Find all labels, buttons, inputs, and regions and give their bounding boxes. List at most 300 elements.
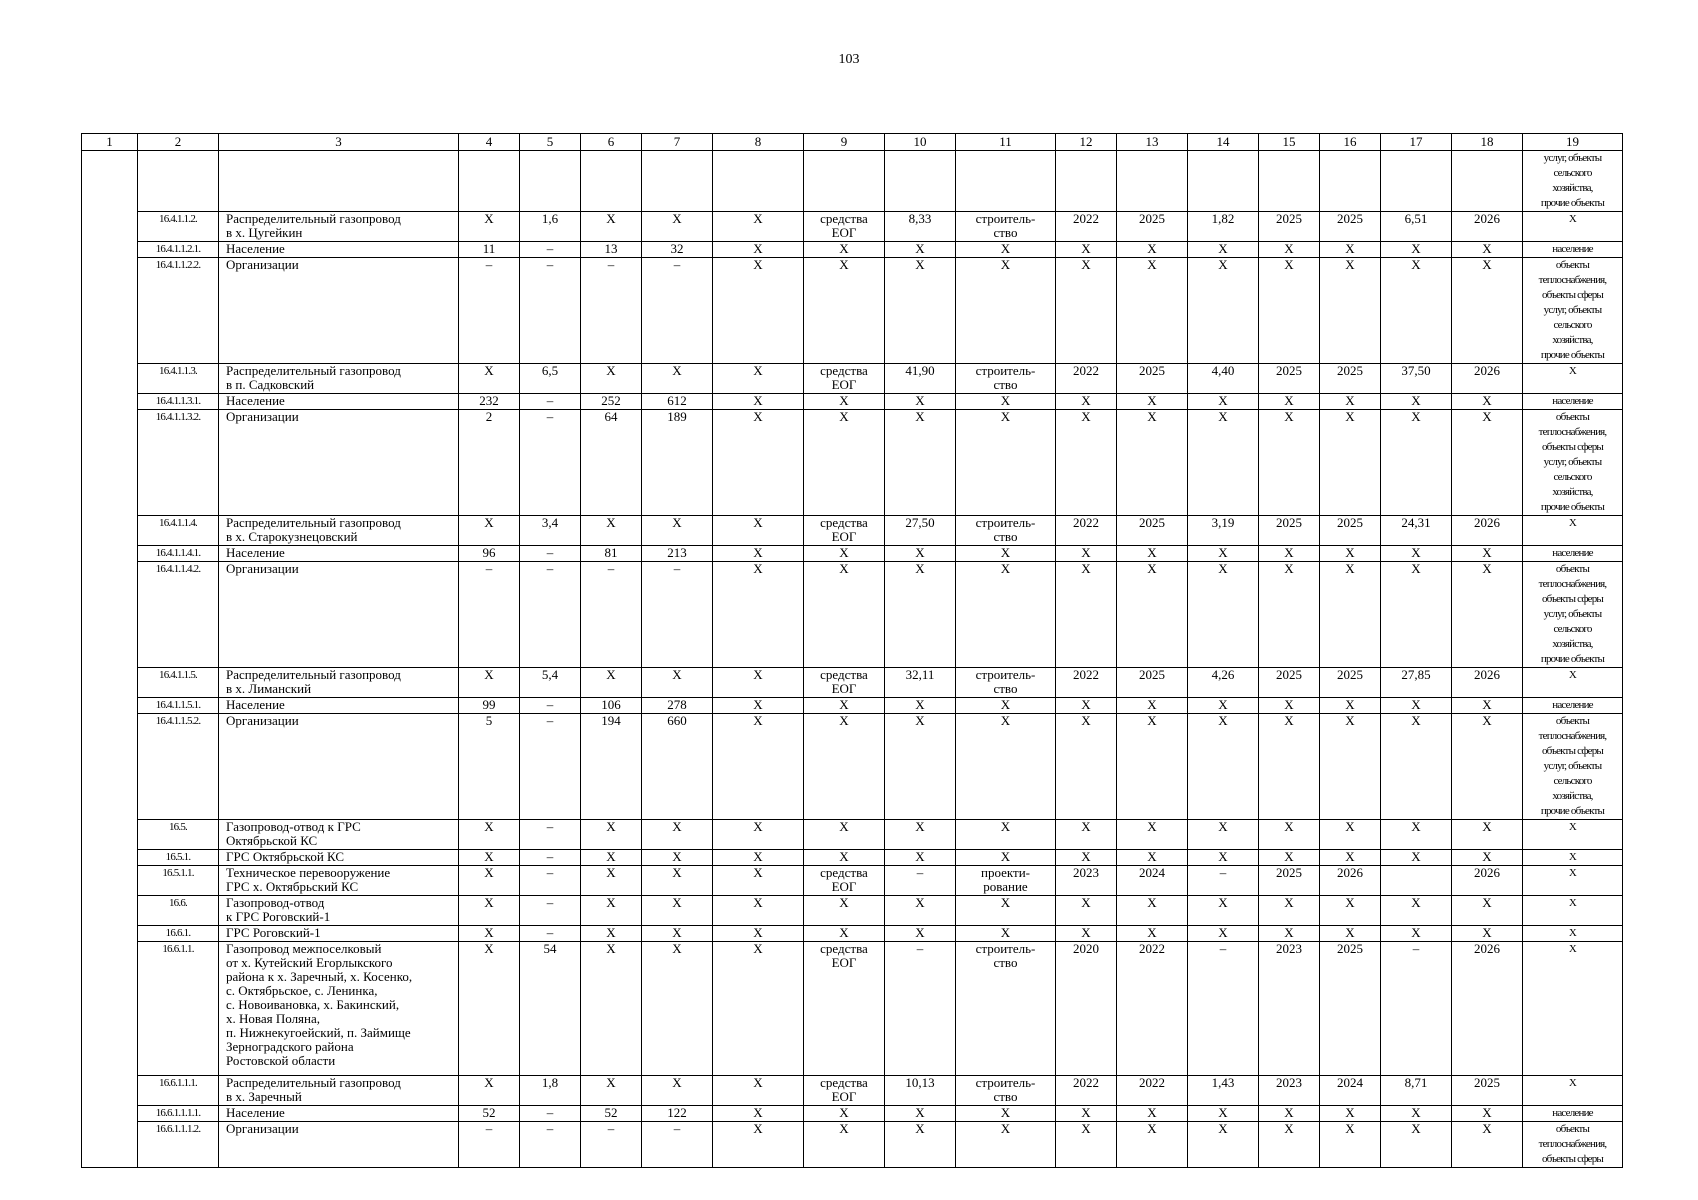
cell-col-16: Х bbox=[1320, 394, 1381, 410]
cell-col-3: Население bbox=[219, 242, 459, 258]
cell-col-2 bbox=[138, 151, 219, 212]
table-row bbox=[82, 562, 1623, 668]
cell-col-13: 2025 bbox=[1117, 364, 1188, 394]
header-cell-10: 10 bbox=[885, 134, 956, 151]
cell-col-9: средства ЕОГ bbox=[804, 866, 885, 896]
cell-col-5: – bbox=[520, 258, 581, 364]
cell-col-3: Организации bbox=[219, 714, 459, 820]
cell-col-13: Х bbox=[1117, 394, 1188, 410]
cell-col-2: 16.6.1.1. bbox=[138, 942, 219, 1076]
cell-col-9: средства ЕОГ bbox=[804, 516, 885, 546]
cell-col-16: Х bbox=[1320, 896, 1381, 926]
cell-col-4: 2 bbox=[459, 410, 520, 516]
cell-col-5: – bbox=[520, 562, 581, 668]
cell-col-19: объекты теплоснабжения, объекты сферы услуг, объекты сельского хозяйства, прочие объекты bbox=[1523, 410, 1623, 516]
cell-col-15: Х bbox=[1259, 562, 1320, 668]
cell-col-19: объекты теплоснабжения, объекты сферы услуг, объекты сельского хозяйства, прочие объекты bbox=[1523, 714, 1623, 820]
cell-col-16: Х bbox=[1320, 242, 1381, 258]
cell-col-2: 16.4.1.1.4. bbox=[138, 516, 219, 546]
cell-col-14: – bbox=[1188, 866, 1259, 896]
cell-col-12: 2022 bbox=[1056, 364, 1117, 394]
cell-col-9: Х bbox=[804, 1106, 885, 1122]
cell-col-3: Газопровод межпоселковый от х. Кутейский Егорлыкского района к х. Заречный, х. Косенко, с. Октябрьское, с. Ленинка, с. Новоивановка, х. Бакинский, х. Новая Поляна, п. Нижнекугоейский, п. Займище Зерноградского района Ростовской области bbox=[219, 942, 459, 1076]
cell-col-12: 2022 bbox=[1056, 668, 1117, 698]
cell-col-15: 2025 bbox=[1259, 516, 1320, 546]
cell-col-17: Х bbox=[1381, 562, 1452, 668]
header-cell-9: 9 bbox=[804, 134, 885, 151]
header-cell-7: 7 bbox=[642, 134, 713, 151]
cell-col-3: Распределительный газопровод в п. Садковский bbox=[219, 364, 459, 394]
cell-col-19: Х bbox=[1523, 1076, 1623, 1106]
cell-col-10: Х bbox=[885, 562, 956, 668]
cell-col-5: – bbox=[520, 698, 581, 714]
cell-col-10: Х bbox=[885, 258, 956, 364]
cell-col-11: Х bbox=[956, 896, 1056, 926]
header-cell-1: 1 bbox=[82, 134, 138, 151]
header-cell-12: 12 bbox=[1056, 134, 1117, 151]
cell-col-14: Х bbox=[1188, 926, 1259, 942]
cell-col-4: – bbox=[459, 1122, 520, 1168]
cell-col-5: – bbox=[520, 242, 581, 258]
cell-col-8: Х bbox=[713, 896, 804, 926]
cell-col-17: Х bbox=[1381, 394, 1452, 410]
cell-col-6: Х bbox=[581, 942, 642, 1076]
cell-col-6: Х bbox=[581, 926, 642, 942]
cell-col-19: Х bbox=[1523, 850, 1623, 866]
cell-col-4: Х bbox=[459, 516, 520, 546]
cell-col-19: Х bbox=[1523, 668, 1623, 698]
header-cell-13: 13 bbox=[1117, 134, 1188, 151]
cell-col-7: Х bbox=[642, 926, 713, 942]
cell-col-8: Х bbox=[713, 850, 804, 866]
cell-col-7 bbox=[642, 151, 713, 212]
cell-col-16: Х bbox=[1320, 850, 1381, 866]
cell-col-13: 2024 bbox=[1117, 866, 1188, 896]
cell-col-9: средства ЕОГ bbox=[804, 212, 885, 242]
table-row bbox=[82, 820, 1623, 850]
cell-col-18: 2026 bbox=[1452, 516, 1523, 546]
cell-col-10: Х bbox=[885, 820, 956, 850]
cell-col-7: Х bbox=[642, 1076, 713, 1106]
cell-col-4: Х bbox=[459, 926, 520, 942]
cell-col-14: 4,26 bbox=[1188, 668, 1259, 698]
cell-col-6: Х bbox=[581, 516, 642, 546]
header-cell-15: 15 bbox=[1259, 134, 1320, 151]
cell-col-3 bbox=[219, 151, 459, 212]
table-row bbox=[82, 212, 1623, 242]
cell-col-6: 81 bbox=[581, 546, 642, 562]
cell-col-18: 2026 bbox=[1452, 668, 1523, 698]
cell-col-5: – bbox=[520, 866, 581, 896]
cell-col-13: Х bbox=[1117, 562, 1188, 668]
cell-col-18: 2026 bbox=[1452, 942, 1523, 1076]
cell-col-8: Х bbox=[713, 668, 804, 698]
cell-col-3: Газопровод-отвод к ГРС Октябрьской КС bbox=[219, 820, 459, 850]
cell-col-2: 16.4.1.1.2.1. bbox=[138, 242, 219, 258]
table-row bbox=[82, 516, 1623, 546]
cell-col-10: 32,11 bbox=[885, 668, 956, 698]
cell-col-10: – bbox=[885, 942, 956, 1076]
cell-col-6: Х bbox=[581, 364, 642, 394]
header-cell-5: 5 bbox=[520, 134, 581, 151]
cell-col-6: – bbox=[581, 1122, 642, 1168]
cell-col-3: Население bbox=[219, 698, 459, 714]
page-number: 103 bbox=[838, 52, 860, 67]
table-row bbox=[82, 850, 1623, 866]
cell-col-19: Х bbox=[1523, 516, 1623, 546]
cell-col-5: – bbox=[520, 850, 581, 866]
cell-col-4: Х bbox=[459, 896, 520, 926]
cell-col-19: Х bbox=[1523, 212, 1623, 242]
cell-col-18: Х bbox=[1452, 242, 1523, 258]
cell-col-5: – bbox=[520, 1106, 581, 1122]
cell-col-7: – bbox=[642, 1122, 713, 1168]
cell-col-18: 2026 bbox=[1452, 212, 1523, 242]
cell-col-4: – bbox=[459, 562, 520, 668]
cell-col-14: – bbox=[1188, 942, 1259, 1076]
table-row bbox=[82, 896, 1623, 926]
cell-col-15: Х bbox=[1259, 926, 1320, 942]
cell-col-19: Х bbox=[1523, 866, 1623, 896]
cell-col-3: Организации bbox=[219, 1122, 459, 1168]
cell-col-14: Х bbox=[1188, 850, 1259, 866]
cell-col-6: – bbox=[581, 562, 642, 668]
cell-col-6: Х bbox=[581, 820, 642, 850]
cell-col-12: Х bbox=[1056, 926, 1117, 942]
cell-col-18: 2025 bbox=[1452, 1076, 1523, 1106]
cell-col-5: – bbox=[520, 394, 581, 410]
cell-col-11: Х bbox=[956, 410, 1056, 516]
cell-col-8: Х bbox=[713, 364, 804, 394]
cell-col-13: Х bbox=[1117, 850, 1188, 866]
cell-col-1 bbox=[82, 151, 138, 1168]
cell-col-11: Х bbox=[956, 546, 1056, 562]
cell-col-19: услуг, объекты сельского хозяйства, прочие объекты bbox=[1523, 151, 1623, 212]
cell-col-17: Х bbox=[1381, 242, 1452, 258]
cell-col-8: Х bbox=[713, 866, 804, 896]
cell-col-13: Х bbox=[1117, 926, 1188, 942]
cell-col-12: Х bbox=[1056, 1106, 1117, 1122]
cell-col-14 bbox=[1188, 151, 1259, 212]
cell-col-7: 278 bbox=[642, 698, 713, 714]
cell-col-11 bbox=[956, 151, 1056, 212]
cell-col-7: Х bbox=[642, 212, 713, 242]
cell-col-12: Х bbox=[1056, 1122, 1117, 1168]
cell-col-3: Организации bbox=[219, 562, 459, 668]
cell-col-9: Х bbox=[804, 410, 885, 516]
header-cell-8: 8 bbox=[713, 134, 804, 151]
header-cell-17: 17 bbox=[1381, 134, 1452, 151]
header-cell-3: 3 bbox=[219, 134, 459, 151]
cell-col-2: 16.4.1.1.3. bbox=[138, 364, 219, 394]
table-body bbox=[82, 134, 1623, 1168]
cell-col-18: Х bbox=[1452, 698, 1523, 714]
cell-col-8: Х bbox=[713, 1076, 804, 1106]
cell-col-10: Х bbox=[885, 714, 956, 820]
cell-col-11: строитель- ство bbox=[956, 1076, 1056, 1106]
cell-col-4: Х bbox=[459, 668, 520, 698]
cell-col-4: Х bbox=[459, 364, 520, 394]
cell-col-7: 189 bbox=[642, 410, 713, 516]
cell-col-10: Х bbox=[885, 850, 956, 866]
cell-col-11: Х bbox=[956, 926, 1056, 942]
table-row bbox=[82, 1106, 1623, 1122]
cell-col-17: Х bbox=[1381, 258, 1452, 364]
cell-col-14: Х bbox=[1188, 242, 1259, 258]
cell-col-13: Х bbox=[1117, 714, 1188, 820]
cell-col-10: Х bbox=[885, 394, 956, 410]
cell-col-15: Х bbox=[1259, 1122, 1320, 1168]
cell-col-14: Х bbox=[1188, 562, 1259, 668]
cell-col-11: Х bbox=[956, 820, 1056, 850]
header-cell-14: 14 bbox=[1188, 134, 1259, 151]
cell-col-11: строитель- ство bbox=[956, 212, 1056, 242]
cell-col-8: Х bbox=[713, 714, 804, 820]
table-row bbox=[82, 942, 1623, 1076]
cell-col-19: население bbox=[1523, 698, 1623, 714]
data-table bbox=[81, 133, 1623, 1168]
cell-col-17: Х bbox=[1381, 1122, 1452, 1168]
cell-col-14: 1,43 bbox=[1188, 1076, 1259, 1106]
cell-col-16: Х bbox=[1320, 820, 1381, 850]
cell-col-2: 16.6.1.1.1. bbox=[138, 1076, 219, 1106]
cell-col-8: Х bbox=[713, 394, 804, 410]
cell-col-10: 10,13 bbox=[885, 1076, 956, 1106]
cell-col-13: Х bbox=[1117, 410, 1188, 516]
cell-col-3: Организации bbox=[219, 410, 459, 516]
cell-col-11: Х bbox=[956, 242, 1056, 258]
cell-col-6: 13 bbox=[581, 242, 642, 258]
header-cell-11: 11 bbox=[956, 134, 1056, 151]
cell-col-17: Х bbox=[1381, 850, 1452, 866]
cell-col-16: Х bbox=[1320, 546, 1381, 562]
cell-col-19: население bbox=[1523, 394, 1623, 410]
cell-col-17 bbox=[1381, 866, 1452, 896]
cell-col-9: средства ЕОГ bbox=[804, 668, 885, 698]
cell-col-14: Х bbox=[1188, 1106, 1259, 1122]
cell-col-16: 2025 bbox=[1320, 668, 1381, 698]
cell-col-18: 2026 bbox=[1452, 866, 1523, 896]
cell-col-16: 2025 bbox=[1320, 516, 1381, 546]
cell-col-5: – bbox=[520, 820, 581, 850]
table-row bbox=[82, 1076, 1623, 1106]
cell-col-10: 8,33 bbox=[885, 212, 956, 242]
cell-col-2: 16.5. bbox=[138, 820, 219, 850]
cell-col-9 bbox=[804, 151, 885, 212]
table-row bbox=[82, 242, 1623, 258]
cell-col-8: Х bbox=[713, 926, 804, 942]
cell-col-15: Х bbox=[1259, 714, 1320, 820]
cell-col-2: 16.6.1. bbox=[138, 926, 219, 942]
table-row bbox=[82, 866, 1623, 896]
cell-col-7: Х bbox=[642, 668, 713, 698]
cell-col-12 bbox=[1056, 151, 1117, 212]
cell-col-19: Х bbox=[1523, 942, 1623, 1076]
cell-col-12: 2022 bbox=[1056, 1076, 1117, 1106]
cell-col-10 bbox=[885, 151, 956, 212]
cell-col-3: Распределительный газопровод в х. Лиманский bbox=[219, 668, 459, 698]
cell-col-12: Х bbox=[1056, 394, 1117, 410]
cell-col-2: 16.5.1. bbox=[138, 850, 219, 866]
cell-col-8: Х bbox=[713, 212, 804, 242]
cell-col-15: 2025 bbox=[1259, 364, 1320, 394]
cell-col-18: Х bbox=[1452, 820, 1523, 850]
cell-col-17: Х bbox=[1381, 410, 1452, 516]
cell-col-4 bbox=[459, 151, 520, 212]
cell-col-6: 52 bbox=[581, 1106, 642, 1122]
cell-col-9: средства ЕОГ bbox=[804, 364, 885, 394]
table-row bbox=[82, 926, 1623, 942]
header-cell-18: 18 bbox=[1452, 134, 1523, 151]
cell-col-8: Х bbox=[713, 698, 804, 714]
cell-col-10: Х bbox=[885, 1106, 956, 1122]
cell-col-15: 2025 bbox=[1259, 212, 1320, 242]
cell-col-9: Х bbox=[804, 896, 885, 926]
cell-col-13: 2025 bbox=[1117, 212, 1188, 242]
cell-col-18: Х bbox=[1452, 546, 1523, 562]
cell-col-11: строитель- ство bbox=[956, 364, 1056, 394]
cell-col-8: Х bbox=[713, 942, 804, 1076]
cell-col-4: – bbox=[459, 258, 520, 364]
cell-col-9: Х bbox=[804, 1122, 885, 1168]
cell-col-3: Население bbox=[219, 1106, 459, 1122]
cell-col-12: Х bbox=[1056, 258, 1117, 364]
header-cell-6: 6 bbox=[581, 134, 642, 151]
cell-col-17: Х bbox=[1381, 546, 1452, 562]
cell-col-2: 16.4.1.1.4.2. bbox=[138, 562, 219, 668]
cell-col-2: 16.4.1.1.5.1. bbox=[138, 698, 219, 714]
cell-col-14: Х bbox=[1188, 714, 1259, 820]
cell-col-14: Х bbox=[1188, 1122, 1259, 1168]
cell-col-14: 3,19 bbox=[1188, 516, 1259, 546]
cell-col-15: Х bbox=[1259, 258, 1320, 364]
cell-col-19: Х bbox=[1523, 364, 1623, 394]
cell-col-18: Х bbox=[1452, 1122, 1523, 1168]
cell-col-7: 122 bbox=[642, 1106, 713, 1122]
cell-col-13: 2022 bbox=[1117, 1076, 1188, 1106]
cell-col-7: Х bbox=[642, 820, 713, 850]
cell-col-13: Х bbox=[1117, 896, 1188, 926]
cell-col-7: Х bbox=[642, 942, 713, 1076]
cell-col-5: 6,5 bbox=[520, 364, 581, 394]
cell-col-4: Х bbox=[459, 866, 520, 896]
cell-col-10: Х bbox=[885, 926, 956, 942]
cell-col-5 bbox=[520, 151, 581, 212]
table-row bbox=[82, 151, 1623, 212]
cell-col-15: Х bbox=[1259, 242, 1320, 258]
cell-col-4: Х bbox=[459, 212, 520, 242]
cell-col-6 bbox=[581, 151, 642, 212]
cell-col-15: 2025 bbox=[1259, 668, 1320, 698]
cell-col-7: Х bbox=[642, 866, 713, 896]
cell-col-19: объекты теплоснабжения, объекты сферы услуг, объекты сельского хозяйства, прочие объекты bbox=[1523, 258, 1623, 364]
cell-col-9: Х bbox=[804, 820, 885, 850]
cell-col-8: Х bbox=[713, 820, 804, 850]
cell-col-16 bbox=[1320, 151, 1381, 212]
cell-col-5: 3,4 bbox=[520, 516, 581, 546]
cell-col-11: Х bbox=[956, 394, 1056, 410]
cell-col-13: Х bbox=[1117, 1106, 1188, 1122]
cell-col-13: Х bbox=[1117, 698, 1188, 714]
cell-col-16: Х bbox=[1320, 714, 1381, 820]
cell-col-4: Х bbox=[459, 850, 520, 866]
cell-col-18: 2026 bbox=[1452, 364, 1523, 394]
cell-col-15: 2023 bbox=[1259, 1076, 1320, 1106]
table-row bbox=[82, 1122, 1623, 1168]
table-row bbox=[82, 258, 1623, 364]
cell-col-14: Х bbox=[1188, 258, 1259, 364]
cell-col-5: – bbox=[520, 546, 581, 562]
cell-col-3: Население bbox=[219, 394, 459, 410]
cell-col-17: Х bbox=[1381, 714, 1452, 820]
cell-col-17: Х bbox=[1381, 926, 1452, 942]
cell-col-14: Х bbox=[1188, 698, 1259, 714]
cell-col-9: Х bbox=[804, 562, 885, 668]
cell-col-19: Х bbox=[1523, 896, 1623, 926]
cell-col-16: Х bbox=[1320, 410, 1381, 516]
cell-col-16: Х bbox=[1320, 1106, 1381, 1122]
cell-col-6: Х bbox=[581, 1076, 642, 1106]
cell-col-16: 2024 bbox=[1320, 1076, 1381, 1106]
cell-col-5: 5,4 bbox=[520, 668, 581, 698]
cell-col-4: 96 bbox=[459, 546, 520, 562]
cell-col-5: – bbox=[520, 896, 581, 926]
cell-col-15 bbox=[1259, 151, 1320, 212]
cell-col-8: Х bbox=[713, 242, 804, 258]
cell-col-2: 16.4.1.1.5.2. bbox=[138, 714, 219, 820]
cell-col-12: Х bbox=[1056, 820, 1117, 850]
cell-col-6: 194 bbox=[581, 714, 642, 820]
cell-col-18: Х bbox=[1452, 394, 1523, 410]
cell-col-3: Газопровод-отвод к ГРС Роговский-1 bbox=[219, 896, 459, 926]
cell-col-8: Х bbox=[713, 1106, 804, 1122]
header-cell-16: 16 bbox=[1320, 134, 1381, 151]
cell-col-17: 8,71 bbox=[1381, 1076, 1452, 1106]
cell-col-11: Х bbox=[956, 1122, 1056, 1168]
cell-col-16: Х bbox=[1320, 258, 1381, 364]
cell-col-12: Х bbox=[1056, 242, 1117, 258]
cell-col-2: 16.4.1.1.2.2. bbox=[138, 258, 219, 364]
cell-col-17: 24,31 bbox=[1381, 516, 1452, 546]
cell-col-7: – bbox=[642, 562, 713, 668]
cell-col-12: Х bbox=[1056, 698, 1117, 714]
cell-col-15: Х bbox=[1259, 394, 1320, 410]
table-row bbox=[82, 410, 1623, 516]
cell-col-15: Х bbox=[1259, 698, 1320, 714]
cell-col-10: Х bbox=[885, 242, 956, 258]
cell-col-3: Распределительный газопровод в х. Цугейкин bbox=[219, 212, 459, 242]
cell-col-7: Х bbox=[642, 516, 713, 546]
cell-col-11: проекти- рование bbox=[956, 866, 1056, 896]
cell-col-12: 2022 bbox=[1056, 516, 1117, 546]
cell-col-10: 41,90 bbox=[885, 364, 956, 394]
cell-col-7: 660 bbox=[642, 714, 713, 820]
cell-col-11: Х bbox=[956, 698, 1056, 714]
cell-col-19: население bbox=[1523, 1106, 1623, 1122]
cell-col-3: ГРС Роговский-1 bbox=[219, 926, 459, 942]
cell-col-18 bbox=[1452, 151, 1523, 212]
cell-col-5: – bbox=[520, 1122, 581, 1168]
cell-col-11: Х bbox=[956, 850, 1056, 866]
cell-col-11: Х bbox=[956, 258, 1056, 364]
cell-col-15: 2023 bbox=[1259, 942, 1320, 1076]
cell-col-14: Х bbox=[1188, 820, 1259, 850]
cell-col-9: Х bbox=[804, 714, 885, 820]
cell-col-18: Х bbox=[1452, 562, 1523, 668]
cell-col-6: 64 bbox=[581, 410, 642, 516]
cell-col-14: 1,82 bbox=[1188, 212, 1259, 242]
cell-col-10: 27,50 bbox=[885, 516, 956, 546]
